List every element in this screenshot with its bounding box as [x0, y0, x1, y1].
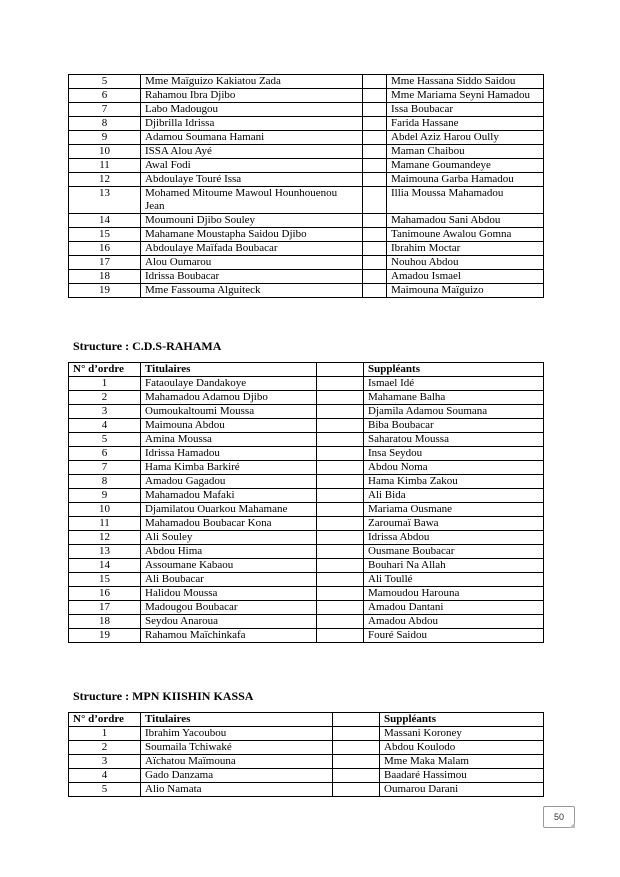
suppleant-cell: Ismael Idé — [364, 377, 544, 391]
titulaire-cell: Abdoulaye Maïfada Boubacar — [141, 242, 363, 256]
row-number: 14 — [69, 214, 141, 228]
titulaire-cell: Oumoukaltoumi Moussa — [141, 405, 317, 419]
empty-cell — [317, 363, 364, 377]
table-row — [69, 75, 544, 89]
empty-cell — [317, 461, 364, 475]
suppleant-cell: Maman Chaibou — [387, 145, 544, 159]
page-number: 50 — [543, 806, 575, 828]
table-row — [69, 783, 544, 797]
empty-cell — [363, 145, 387, 159]
empty-cell — [317, 489, 364, 503]
table-row — [69, 489, 544, 503]
suppleant-cell: Fouré Saidou — [364, 629, 544, 643]
empty-cell — [317, 475, 364, 489]
titulaire-cell: Mohamed Mitoume Mawoul Hounhouenou Jean — [141, 187, 363, 214]
row-number: 10 — [69, 145, 141, 159]
empty-cell — [333, 755, 380, 769]
empty-cell — [363, 256, 387, 270]
titulaire-cell: Idrissa Hamadou — [141, 447, 317, 461]
titulaire-cell: Mahamadou Mafaki — [141, 489, 317, 503]
titulaire-cell: Assoumane Kabaou — [141, 559, 317, 573]
table-row — [69, 391, 544, 405]
suppleant-cell: Abdou Koulodo — [380, 741, 544, 755]
column-header-titulaires: Titulaires — [141, 713, 333, 727]
table-row — [69, 405, 544, 419]
empty-cell — [317, 573, 364, 587]
row-number: 5 — [69, 783, 141, 797]
empty-cell — [333, 713, 380, 727]
table-row — [69, 741, 544, 755]
titulaire-cell: Aïchatou Maïmouna — [141, 755, 333, 769]
table-row — [69, 145, 544, 159]
titulaire-cell: Amina Moussa — [141, 433, 317, 447]
suppleant-cell: Issa Boubacar — [387, 103, 544, 117]
row-number: 16 — [69, 242, 141, 256]
row-number: 11 — [69, 159, 141, 173]
suppleant-cell: Idrissa Abdou — [364, 531, 544, 545]
table-row — [69, 629, 544, 643]
suppleant-cell: Illia Moussa Mahamadou — [387, 187, 544, 214]
empty-cell — [333, 727, 380, 741]
table-row — [69, 769, 544, 783]
row-number: 6 — [69, 447, 141, 461]
titulaire-cell: Madougou Boubacar — [141, 601, 317, 615]
suppleant-cell: Tanimoune Awalou Gomna — [387, 228, 544, 242]
suppleant-cell: Abdel Aziz Harou Oully — [387, 131, 544, 145]
suppleant-cell: Massani Koroney — [380, 727, 544, 741]
empty-cell — [317, 601, 364, 615]
titulaire-cell: Gado Danzama — [141, 769, 333, 783]
table-row — [69, 131, 544, 145]
row-number: 13 — [69, 187, 141, 214]
titulaire-cell: Maimouna Abdou — [141, 419, 317, 433]
table-row — [69, 284, 544, 298]
table-row — [69, 601, 544, 615]
empty-cell — [333, 783, 380, 797]
row-number: 14 — [69, 559, 141, 573]
suppleant-cell: Mamane Goumandeye — [387, 159, 544, 173]
titulaire-cell: Rahamou Ibra Djibo — [141, 89, 363, 103]
table-row — [69, 228, 544, 242]
table-row — [69, 117, 544, 131]
titulaire-cell: Amadou Gagadou — [141, 475, 317, 489]
table-row — [69, 433, 544, 447]
column-header-number: N° d’ordre — [69, 713, 141, 727]
row-number: 3 — [69, 755, 141, 769]
row-number: 17 — [69, 601, 141, 615]
suppleant-cell: Oumarou Darani — [380, 783, 544, 797]
row-number: 17 — [69, 256, 141, 270]
suppleant-cell: Ali Bida — [364, 489, 544, 503]
suppleant-cell: Mamoudou Harouna — [364, 587, 544, 601]
members-table-body — [69, 75, 544, 298]
row-number: 2 — [69, 741, 141, 755]
suppleant-cell: Zaroumaï Bawa — [364, 517, 544, 531]
empty-cell — [317, 615, 364, 629]
table-row — [69, 475, 544, 489]
titulaire-cell: Moumouni Djibo Souley — [141, 214, 363, 228]
table-row — [69, 755, 544, 769]
empty-cell — [363, 89, 387, 103]
column-header-suppleants: Suppléants — [380, 713, 544, 727]
column-header-number: N° d’ordre — [69, 363, 141, 377]
section-heading-cds-rahama: Structure : C.D.S-RAHAMA — [73, 339, 222, 353]
empty-cell — [363, 103, 387, 117]
empty-cell — [333, 769, 380, 783]
table-row — [69, 242, 544, 256]
row-number: 15 — [69, 573, 141, 587]
row-number: 11 — [69, 517, 141, 531]
titulaire-cell: Abdoulaye Touré Issa — [141, 173, 363, 187]
table-row — [69, 545, 544, 559]
row-number: 6 — [69, 89, 141, 103]
table-row — [69, 377, 544, 391]
row-number: 7 — [69, 461, 141, 475]
titulaire-cell: Mme Fassouma Alguiteck — [141, 284, 363, 298]
row-number: 19 — [69, 284, 141, 298]
suppleant-cell: Baadaré Hassimou — [380, 769, 544, 783]
empty-cell — [363, 75, 387, 89]
row-number: 3 — [69, 405, 141, 419]
suppleant-cell: Biba Boubacar — [364, 419, 544, 433]
table-row — [69, 214, 544, 228]
titulaire-cell: ISSA Alou Ayé — [141, 145, 363, 159]
table-row — [69, 103, 544, 117]
empty-cell — [363, 214, 387, 228]
empty-cell — [317, 503, 364, 517]
empty-cell — [317, 559, 364, 573]
suppleant-cell: Maimouna Maïguizo — [387, 284, 544, 298]
suppleant-cell: Ibrahim Moctar — [387, 242, 544, 256]
empty-cell — [317, 433, 364, 447]
titulaire-cell: Soumaila Tchiwaké — [141, 741, 333, 755]
table-row — [69, 517, 544, 531]
table-row — [69, 159, 544, 173]
titulaire-cell: Mme Maïguizo Kakiatou Zada — [141, 75, 363, 89]
table-row — [69, 559, 544, 573]
titulaire-cell: Idrissa Boubacar — [141, 270, 363, 284]
table-row — [69, 727, 544, 741]
titulaire-cell: Mahamadou Adamou Djibo — [141, 391, 317, 405]
titulaire-cell: Ali Souley — [141, 531, 317, 545]
titulaire-cell: Hama Kimba Barkiré — [141, 461, 317, 475]
titulaire-cell: Djibrilla Idrissa — [141, 117, 363, 131]
titulaire-cell: Mahamane Moustapha Saidou Djibo — [141, 228, 363, 242]
row-number: 5 — [69, 75, 141, 89]
empty-cell — [363, 228, 387, 242]
titulaire-cell: Alou Oumarou — [141, 256, 363, 270]
empty-cell — [333, 741, 380, 755]
titulaire-cell: Mahamadou Boubacar Kona — [141, 517, 317, 531]
suppleant-cell: Ali Toullé — [364, 573, 544, 587]
table-row — [69, 447, 544, 461]
table-row — [69, 270, 544, 284]
column-header-titulaires: Titulaires — [141, 363, 317, 377]
row-number: 15 — [69, 228, 141, 242]
row-number: 8 — [69, 475, 141, 489]
row-number: 9 — [69, 131, 141, 145]
suppleant-cell: Bouhari Na Allah — [364, 559, 544, 573]
titulaire-cell: Ali Boubacar — [141, 573, 317, 587]
row-number: 1 — [69, 727, 141, 741]
table-row — [69, 573, 544, 587]
row-number: 1 — [69, 377, 141, 391]
suppleant-cell: Amadou Ismael — [387, 270, 544, 284]
row-number: 12 — [69, 531, 141, 545]
empty-cell — [363, 117, 387, 131]
suppleant-cell: Farida Hassane — [387, 117, 544, 131]
table-row — [69, 187, 544, 214]
suppleant-cell: Mme Maka Malam — [380, 755, 544, 769]
table-row — [69, 587, 544, 601]
row-number: 18 — [69, 615, 141, 629]
suppleant-cell: Amadou Abdou — [364, 615, 544, 629]
empty-cell — [363, 187, 387, 214]
empty-cell — [363, 131, 387, 145]
titulaire-cell: Labo Madougou — [141, 103, 363, 117]
suppleant-cell: Abdou Noma — [364, 461, 544, 475]
row-number: 7 — [69, 103, 141, 117]
empty-cell — [363, 173, 387, 187]
row-number: 13 — [69, 545, 141, 559]
row-number: 4 — [69, 769, 141, 783]
row-number: 10 — [69, 503, 141, 517]
titulaire-cell: Fataoulaye Dandakoye — [141, 377, 317, 391]
titulaire-cell: Awal Fodi — [141, 159, 363, 173]
suppleant-cell: Insa Seydou — [364, 447, 544, 461]
row-number: 18 — [69, 270, 141, 284]
cds-rahama-table — [68, 362, 544, 643]
suppleant-cell: Nouhou Abdou — [387, 256, 544, 270]
suppleant-cell: Maimouna Garba Hamadou — [387, 173, 544, 187]
suppleant-cell: Djamila Adamou Soumana — [364, 405, 544, 419]
empty-cell — [317, 405, 364, 419]
titulaire-cell: Rahamou Maïchinkafa — [141, 629, 317, 643]
titulaire-cell: Adamou Soumana Hamani — [141, 131, 363, 145]
suppleant-cell: Hama Kimba Zakou — [364, 475, 544, 489]
mpn-kiishin-kassa-table-body — [69, 727, 544, 797]
suppleant-cell: Mahamane Balha — [364, 391, 544, 405]
table-row — [69, 531, 544, 545]
empty-cell — [363, 159, 387, 173]
section-heading-mpn-kiishin-kassa: Structure : MPN KIISHIN KASSA — [73, 689, 254, 703]
empty-cell — [317, 391, 364, 405]
titulaire-cell: Djamilatou Ouarkou Mahamane — [141, 503, 317, 517]
empty-cell — [317, 629, 364, 643]
table-row — [69, 256, 544, 270]
suppleant-cell: Saharatou Moussa — [364, 433, 544, 447]
table-row — [69, 503, 544, 517]
suppleant-cell: Amadou Dantani — [364, 601, 544, 615]
empty-cell — [317, 377, 364, 391]
table-row — [69, 419, 544, 433]
suppleant-cell: Mme Mariama Seyni Hamadou — [387, 89, 544, 103]
empty-cell — [363, 284, 387, 298]
row-number: 19 — [69, 629, 141, 643]
row-number: 5 — [69, 433, 141, 447]
suppleant-cell: Ousmane Boubacar — [364, 545, 544, 559]
empty-cell — [317, 545, 364, 559]
empty-cell — [317, 517, 364, 531]
row-number: 9 — [69, 489, 141, 503]
table-row — [69, 461, 544, 475]
cds-rahama-table-body — [69, 377, 544, 643]
titulaire-cell: Halidou Moussa — [141, 587, 317, 601]
column-header-suppleants: Suppléants — [364, 363, 544, 377]
titulaire-cell: Ibrahim Yacoubou — [141, 727, 333, 741]
table-row — [69, 615, 544, 629]
row-number: 4 — [69, 419, 141, 433]
suppleant-cell: Mariama Ousmane — [364, 503, 544, 517]
empty-cell — [363, 242, 387, 256]
row-number: 12 — [69, 173, 141, 187]
titulaire-cell: Seydou Anaroua — [141, 615, 317, 629]
empty-cell — [363, 270, 387, 284]
empty-cell — [317, 587, 364, 601]
suppleant-cell: Mme Hassana Siddo Saidou — [387, 75, 544, 89]
members-table-continued — [68, 74, 544, 298]
table-header-row — [69, 713, 544, 727]
mpn-kiishin-kassa-table — [68, 712, 544, 797]
table-row — [69, 173, 544, 187]
titulaire-cell: Alio Namata — [141, 783, 333, 797]
row-number: 8 — [69, 117, 141, 131]
row-number: 16 — [69, 587, 141, 601]
empty-cell — [317, 531, 364, 545]
row-number: 2 — [69, 391, 141, 405]
empty-cell — [317, 447, 364, 461]
empty-cell — [317, 419, 364, 433]
titulaire-cell: Abdou Hima — [141, 545, 317, 559]
suppleant-cell: Mahamadou Sani Abdou — [387, 214, 544, 228]
table-row — [69, 89, 544, 103]
table-header-row — [69, 363, 544, 377]
